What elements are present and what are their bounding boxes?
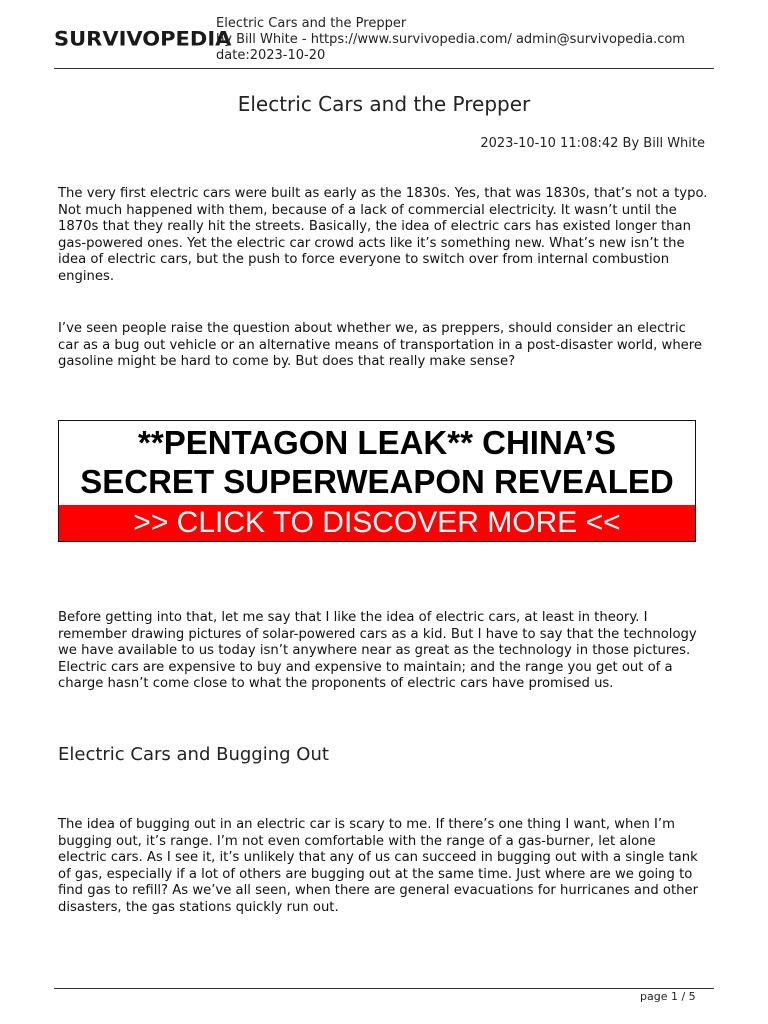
header-meta [216, 16, 685, 64]
article-published: 2023-10-10 11:08:42 By Bill White [480, 136, 705, 151]
survivopedia-logo: SURVIVOPEDIA [54, 27, 232, 51]
paragraph-4: The idea of bugging out in an electric car is scary to me. If there’s one thing I want, when I’m bugging out, it’s range. I’m not even comfortable with the range of a gas-burner, let alone electric cars. As I see it, it’s unlikely that any of us can succeed in bugging out with a single tank of gas, especially if a lot of others are bugging out at the same time. Just where are we going to find gas to refill? As we’ve all seen, when there are general evacuations for hurricanes and other disasters, the gas stations quickly run out. [58, 817, 699, 915]
ad-cta-button[interactable]: >> CLICK TO DISCOVER MORE << [59, 505, 695, 541]
ad-headline-line-1: **PENTAGON LEAK** CHINA’S [138, 424, 616, 461]
header-divider [54, 68, 714, 69]
section-heading: Electric Cars and Bugging Out [58, 744, 329, 765]
paragraph-3: Before getting into that, let me say that I like the idea of electric cars, at least in theory. I remember drawing pictures of solar-powered cars as a kid. But I have to say that the technology we have available to us today isn’t anywhere near as great as the technology in those pictures. Electric cars are expensive to buy and expensive to maintain; and the range you get out of a charge hasn’t come close to what the proponents of electric cars have promised us. [58, 610, 697, 692]
ad-headline-line-2: SECRET SUPERWEAPON REVEALED [80, 463, 674, 500]
article-title: Electric Cars and the Prepper [237, 92, 531, 116]
ad-banner[interactable] [58, 420, 696, 542]
footer-divider [54, 988, 714, 989]
header-byline: by Bill White - https://www.survivopedia.com/ admin@survivopedia.com [216, 32, 685, 47]
paragraph-1: The very first electric cars were built as early as the 1830s. Yes, that was 1830s, that’s not a typo. Not much happened with them, because of a lack of commercial electricity. It wasn’t until the 1870s that they really hit the streets. Basically, the idea of electric cars has existed longer than gas-powered ones. Yet the electric car crowd acts like it’s something new. What’s new isn’t the idea of electric cars, but the push to force everyone to switch over from internal combustion engines. [58, 186, 708, 284]
header-date: date:2023-10-20 [216, 48, 326, 63]
page-header [54, 14, 714, 68]
header-doc-title: Electric Cars and the Prepper [216, 16, 407, 31]
page-number: page 1 / 5 [640, 990, 696, 1003]
paragraph-2: I’ve seen people raise the question about whether we, as preppers, should consider an electric car as a bug out vehicle or an alternative means of transportation in a post-disaster world, where gasoline might be hard to come by. But does that really make sense? [58, 321, 703, 370]
